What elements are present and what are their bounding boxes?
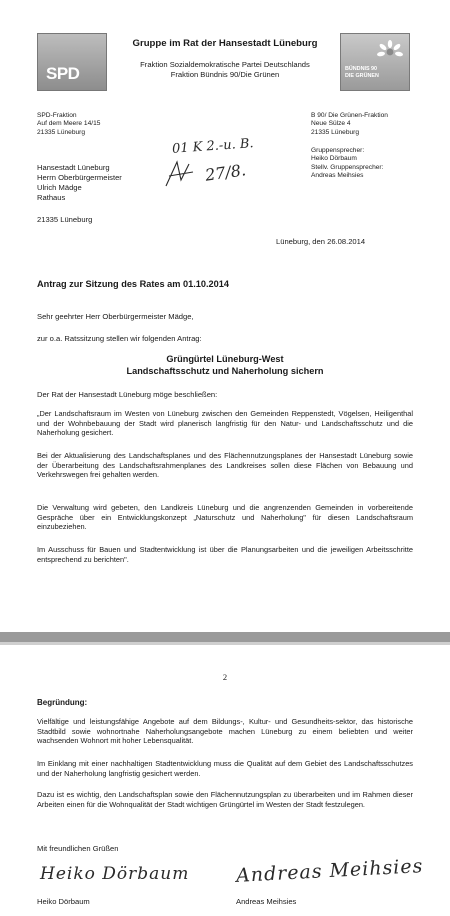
resolution-intro: Der Rat der Hansestadt Lüneburg möge beschließen:	[37, 390, 218, 399]
motion-title-line-1: Grüngürtel Lüneburg-West	[166, 354, 284, 364]
page-separator-shadow	[0, 642, 450, 645]
intro-sentence: zur o.a. Ratssitzung stellen wir folgenden Antrag:	[37, 334, 202, 343]
signature-right: Andreas Meihsies	[235, 855, 424, 887]
faction-line-1: Fraktion Sozialdemokratische Partei Deutschlands	[140, 60, 310, 69]
initials-scribble-icon	[163, 158, 203, 190]
recipient-line: Hansestadt Lüneburg	[37, 163, 110, 172]
sunflower-icon	[377, 40, 403, 64]
recipient-address	[37, 163, 122, 203]
sender-right	[311, 112, 388, 137]
subject-line: Antrag zur Sitzung des Rates am 01.10.2014	[37, 279, 229, 289]
rationale-paragraph: Vielfältige und leistungsfähige Angebote auf dem Bildungs-, Kultur- und Gesundheits-sektor, das historische Stadtbild sowie wohnortnahe Naherholungsangebote machen Lüneburg zu einem beliebten und weiter wachsenden Wohnort mit hoher Lebensqualität.	[37, 717, 413, 746]
sender-right-line: B 90/ Die Grünen-Fraktion	[311, 112, 388, 119]
resolution-paragraph: „Der Landschaftsraum im Westen von Lüneburg zwischen den Gemeinden Reppenstedt, Vögelsen, Heiligenthal und der Wohnbebauung der Stadt wird planerisch langfristig für den Natur- und Landschaftsschutz und die Naherholung gesichert.	[37, 409, 413, 438]
faction-line-2: Fraktion Bündnis 90/Die Grünen	[170, 70, 280, 79]
sender-left-line: Auf dem Meere 14/15	[37, 120, 101, 128]
resolution-paragraph: Die Verwaltung wird gebeten, den Landkreis Lüneburg und die angrenzenden Gemeinden in vorbereitende Gespräche über ein Entwicklungskonzept „Naturschutz und Naherholung" für diesen Landschaftsraum einzubeziehen.	[37, 503, 413, 532]
gruene-logo-line-2: DIE GRÜNEN	[345, 73, 379, 79]
rationale-heading: Begründung:	[37, 698, 88, 707]
page-separator	[0, 632, 450, 642]
signer-name-left: Heiko Dörbaum	[37, 897, 90, 906]
resolution-paragraph: Im Ausschuss für Bauen und Stadtentwicklung ist über die Planungsarbeiten und die jeweiligen Arbeitsschritte entsprechend zu berichten".	[37, 545, 413, 564]
closing-greeting: Mit freundlichen Grüßen	[37, 844, 119, 853]
recipient-line: Rathaus	[37, 193, 66, 202]
gruene-logo-line-1: BÜNDNIS 90	[345, 66, 378, 72]
signature-left: Heiko Dörbaum	[40, 864, 190, 884]
sender-left-line: SPD-Fraktion	[37, 112, 77, 119]
sender-right-line: Neue Sülze 4	[311, 120, 351, 128]
date-line: Lüneburg, den 26.08.2014	[276, 237, 366, 246]
recipient-line: Ulrich Mädge	[37, 183, 82, 192]
speaker-name: Heiko Dörbaum	[311, 155, 357, 163]
recipient-line: Herrn Oberbürgermeister	[37, 173, 122, 182]
sender-right-line: 21335 Lüneburg	[311, 128, 360, 136]
page-number: 2	[222, 672, 228, 682]
motion-title	[37, 354, 413, 377]
salutation: Sehr geehrter Herr Oberbürgermeister Mädge,	[37, 312, 194, 321]
motion-title-line-2: Landschaftsschutz und Naherholung sichern	[126, 365, 324, 376]
gruene-logo	[340, 33, 410, 91]
spd-logo-text: SPD	[46, 64, 80, 83]
deputy-speaker-name: Andreas Meihsies	[311, 171, 364, 179]
handwritten-stamp-date: 27/8.	[203, 160, 248, 185]
handwritten-stamp-top: 01 K 2.-u. B.	[171, 136, 255, 157]
deputy-speaker-label: Stellv. Gruppensprecher:	[311, 163, 384, 171]
spd-logo	[37, 33, 107, 91]
rationale-paragraph: Im Einklang mit einer nachhaltigen Stadtentwicklung muss die Qualität auf dem Gebiet des Landschaftsschutzes und der Naherholung langfristig gesichert werden.	[37, 759, 413, 778]
sender-left-line: 21335 Lüneburg	[37, 128, 86, 136]
resolution-paragraph: Bei der Aktualisierung des Landschaftsplanes und des Flächennutzungsplanes der Hansestadt Lüneburg sowie der Überarbeitung des Landschaftsrahmenplanes des Landkreises sollen diese Flächen von Bebauung und Verkehrswegen frei gehalten werden.	[37, 451, 413, 480]
speakers-block	[311, 147, 383, 180]
sender-left	[37, 112, 100, 137]
rationale-paragraph: Dazu ist es wichtig, den Landschaftsplan sowie den Flächennutzungsplan zu überarbeiten und im Rahmen dieser Arbeiten einen für die Wohnqualität der Stadt wichtigen Grüngürtel im Westen der Stadt festzulegen.	[37, 790, 413, 809]
speaker-label: Gruppensprecher:	[311, 147, 365, 154]
group-title: Gruppe im Rat der Hansestadt Lüneburg	[132, 38, 318, 49]
signer-name-right: Andreas Meihsies	[236, 897, 297, 906]
recipient-postcode: 21335 Lüneburg	[37, 215, 93, 224]
